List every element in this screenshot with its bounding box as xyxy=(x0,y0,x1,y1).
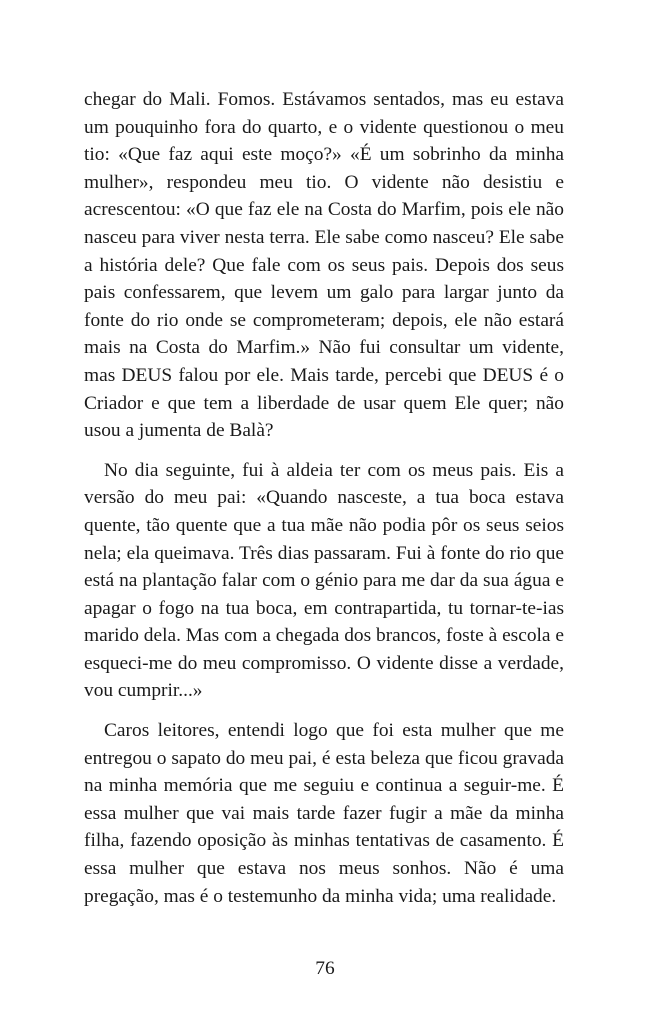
paragraph-dear-readers: Caros leitores, entendi logo que foi esta mulher que me entregou o sapato do meu pai, é esta beleza que ficou gravada na minha memória que me seguiu e continua a seguir-me. É essa mulher que vai mais tarde fazer fugir a mãe da minha filha, fazendo oposição às minhas tentativas de casamento. É essa mulher que estava nos meus sonhos. Não é uma pregação, mas é o testemunho da minha vida; uma realidade. xyxy=(84,720,564,907)
book-page xyxy=(84,86,564,922)
paragraph-father-version: No dia seguinte, fui à aldeia ter com os meus pais. Eis a versão do meu pai: «Quando nasceste, a tua boca estava quente, tão quente que a tua mãe não podia pôr os seus seios nela; ela queimava. Três dias passaram. Fui à fonte do rio que está na plantação falar com o génio para me dar da sua água e apagar o fogo na tua boca, em contrapartida, tu tornar-te-ias marido dela. Mas com a chegada dos brancos, foste à escola e esqueci-me do meu compromisso. O vidente disse a verdade, vou cumprir...» xyxy=(84,459,564,702)
paragraph-continuation: chegar do Mali. Fomos. Estávamos sentados, mas eu estava um pouquinho fora do quarto, e o vidente questionou o meu tio: «Que faz aqui este moço?» «É um sobrinho da minha mulher», respondeu meu tio. O vidente não desistiu e acrescentou: «O que faz ele na Costa do Marfim, pois ele não nasceu para viver nesta terra. Ele sabe como nasceu? Ele sabe a história dele? Que fale com os seus pais. Depois dos seus pais confessarem, que levem um galo para largar junto da fonte do rio onde se comprometeram; depois, ele não estará mais na Costa do Marfim.» Não fui consultar um vidente, mas DEUS falou por ele. Mais tarde, percebi que DEUS é o Criador e que tem a liberdade de usar quem Ele quer; não usou a jumenta de Balà? xyxy=(84,89,564,442)
page-number: 76 xyxy=(315,958,335,979)
